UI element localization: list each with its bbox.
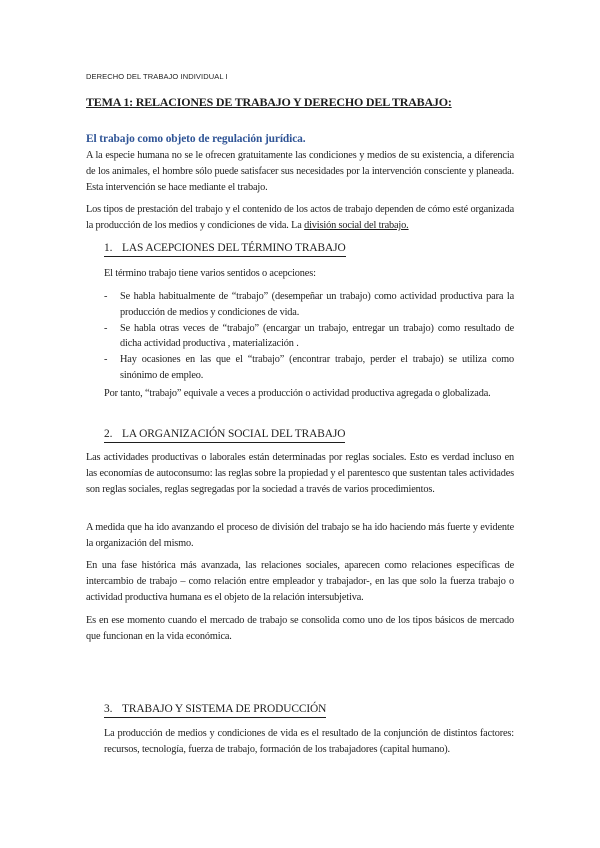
document-header: DERECHO DEL TRABAJO INDIVIDUAL I — [86, 72, 228, 81]
section-1-conclusion: Por tanto, “trabajo” equivale a veces a producción o actividad productiva agregada o globalizada. — [104, 388, 491, 399]
bullet-dash: - — [104, 322, 108, 334]
section-2-title: LA ORGANIZACIÓN SOCIAL DEL TRABAJO — [122, 428, 346, 440]
list-item-text: Se habla habitualmente de “trabajo” (desempeñar un trabajo) como actividad productiva para la producción de medios y condiciones de vida. — [120, 291, 514, 318]
division-social-link: división social del trabajo. — [304, 219, 409, 231]
bullet-dash: - — [104, 291, 108, 302]
section-1-lead: El término trabajo tiene varios sentidos o acepciones: — [104, 268, 316, 279]
section-2-paragraph-2: A medida que ha ido avanzando el proceso de división del trabajo se ha ido haciendo más fuerte y evidente la organización del mismo. — [86, 522, 514, 549]
section-2-heading — [104, 427, 345, 443]
section-1-number: 1. — [104, 242, 113, 254]
section-2-paragraph-3: En una fase histórica más avanzada, las relaciones sociales, aparecen como relaciones específicas de intercambio de trabajo – como relación entre empleador y trabajador-, en las que solo la fuerza trabajo o actividad productiva humana es el objeto de la relación intersubjetiva. — [86, 560, 514, 603]
section-2-paragraph-4: Es en ese momento cuando el mercado de trabajo se consolida como uno de los tipos básicos de mercado que funcionan en la vida económica. — [86, 615, 514, 642]
list-item — [104, 289, 514, 321]
bullet-dash: - — [104, 354, 108, 366]
intro-paragraph-1: A la especie humana no se le ofrecen gratuitamente las condiciones y medios de su existencia, a diferencia de los animales, el hombre sólo puede satisfacer sus necesidades por la intervención consciente y planeada. Esta intervención se hace mediante el trabajo. — [86, 150, 514, 193]
subtitle-heading: El trabajo como objeto de regulación jurídica. — [86, 133, 306, 145]
section-1-heading — [104, 241, 346, 257]
intro-paragraph-2-text: Los tipos de prestación del trabajo y el contenido de los actos de trabajo dependen de cómo esté organizada la producción de los medios y condiciones de vida. La — [86, 204, 514, 231]
page-title: TEMA 1: RELACIONES DE TRABAJO Y DERECHO DEL TRABAJO: — [86, 95, 452, 109]
section-1-title: LAS ACEPCIONES DEL TÉRMINO TRABAJO — [122, 242, 346, 254]
section-3-number: 3. — [104, 703, 113, 715]
section-2-number: 2. — [104, 428, 113, 440]
list-item — [104, 321, 514, 353]
section-3-title: TRABAJO Y SISTEMA DE PRODUCCIÓN — [122, 703, 327, 715]
section-3-paragraph: La producción de medios y condiciones de vida es el resultado de la conjunción de distintos factores: recursos, tecnología, fuerza de trabajo, formación de los trabajadores (capital humano). — [104, 728, 514, 755]
section-3-heading — [104, 702, 326, 718]
list-item-text: Se habla otras veces de “trabajo” (encargar un trabajo, entregar un trabajo) como resultado de dicha actividad productiva , materialización . — [120, 322, 514, 350]
intro-paragraph-2 — [86, 202, 514, 234]
acepciones-list — [104, 289, 514, 384]
list-item — [104, 352, 514, 384]
list-item-text: Hay ocasiones en las que el “trabajo” (encontrar trabajo, perder el trabajo) se utiliza como sinónimo de empleo. — [120, 354, 514, 381]
section-2-paragraph-1: Las actividades productivas o laborales están determinadas por reglas sociales. Esto es verdad incluso en las economías de autoconsumo: las reglas sobre la propiedad y el parentesco que sustentan tales actividades son reglas sociales, reglas segregadas por la sociedad a través de varios procedimientos. — [86, 452, 514, 495]
